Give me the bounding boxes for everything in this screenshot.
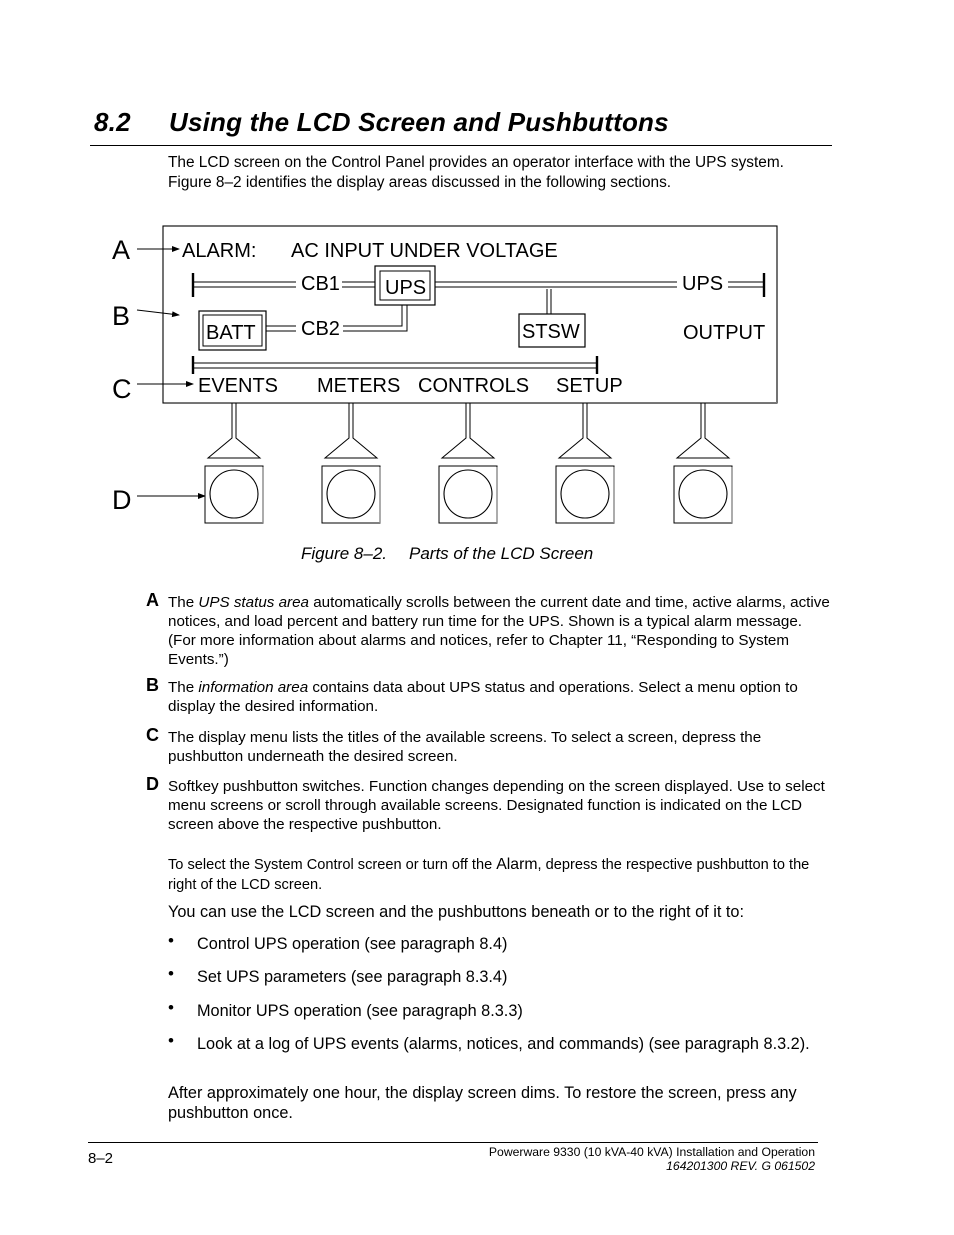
cb1-label: CB1 — [301, 273, 340, 295]
section-number: 8.2 — [94, 107, 131, 137]
list-item: • Set UPS parameters (see paragraph 8.3.4) — [168, 964, 508, 986]
desc-c: The display menu lists the titles of the available screens. To select a screen, depress the pushbutton underneath the desired screen. — [168, 729, 762, 765]
menu-setup: SETUP — [556, 375, 623, 397]
callout-b: B — [112, 301, 131, 331]
callout-a: A — [112, 235, 131, 265]
desc-b: The information area contains data about UPS status and operations. Select a menu option to display the desired information. — [168, 679, 798, 715]
alarm-note: To select the System Control screen or turn off the Alarm, depress the respective pushbutton to the right of the LCD screen. — [168, 856, 810, 893]
menu-events: EVENTS — [198, 375, 279, 397]
batt-label: BATT — [206, 322, 256, 344]
menu-meters: METERS — [317, 375, 401, 397]
closing-paragraph: After approximately one hour, the display screen dims. To restore the screen, press any pushbutton once. — [168, 1084, 797, 1122]
pushbutton-2[interactable] — [322, 403, 380, 523]
ups-output-label: UPS — [682, 273, 724, 295]
desc-a: The UPS status area automatically scrolls between the current date and time, active alarms, active notices, and load percent and battery run time for the UPS. Shown is a typical alarm message. (For more information about alarms and notices, refer to Chapter 11, “Responding to System Events.”) — [168, 594, 830, 668]
output-label: OUTPUT — [683, 322, 766, 344]
usage-list — [168, 931, 818, 1054]
footer-rule — [88, 1142, 818, 1143]
footer-doc-title: Powerware 9330 (10 kVA‑40 kVA) Installation and Operation — [488, 1145, 815, 1159]
pushbutton-4[interactable] — [556, 403, 614, 523]
list-item: • Monitor UPS operation (see paragraph 8.3.3) — [168, 998, 523, 1020]
list-intro: You can use the LCD screen and the pushbuttons beneath or to the right of it to: — [168, 903, 744, 921]
footer-revision: 164201300 REV. G 061502 — [666, 1159, 815, 1173]
desc-d: Softkey pushbutton switches. Function changes depending on the screen displayed. Use to select menu screens or scroll through available screens. Designated function is indicated on the LCD screen above the respective pushbutton. — [168, 778, 825, 833]
lcd-status-text: AC INPUT UNDER VOLTAGE — [291, 240, 558, 262]
desc-letter-b: B — [146, 675, 159, 695]
lcd-figure — [0, 0, 954, 540]
desc-letter-c: C — [146, 725, 159, 745]
figure-caption — [301, 544, 593, 564]
pushbutton-3[interactable] — [439, 403, 497, 523]
pushbutton-1[interactable] — [205, 403, 263, 523]
list-item: • Look at a log of UPS events (alarms, notices, and commands) (see paragraph 8.3.2). — [168, 1031, 810, 1053]
desc-letter-d: D — [146, 774, 159, 794]
menu-controls: CONTROLS — [418, 375, 530, 397]
figure-caption-text: Parts of the LCD Screen — [409, 544, 594, 563]
callout-d: D — [112, 485, 132, 515]
list-item: • Control UPS operation (see paragraph 8.4) — [168, 931, 508, 953]
pushbutton-5[interactable] — [674, 403, 732, 523]
figure-caption-number: Figure 8–2. — [301, 544, 387, 563]
intro-paragraph: The LCD screen on the Control Panel provides an operator interface with the UPS system. Figure 8–2 identifies the display areas discussed in the following sections. — [168, 154, 784, 191]
lcd-status-label: ALARM: — [182, 240, 257, 262]
page-number: 8–2 — [88, 1150, 114, 1167]
section-title: Using the LCD Screen and Pushbuttons — [169, 107, 669, 137]
stsw-label: STSW — [522, 321, 580, 343]
callout-c: C — [112, 374, 132, 404]
desc-letter-a: A — [146, 590, 159, 610]
cb2-label: CB2 — [301, 318, 340, 340]
footer-doc-info — [470, 1145, 815, 1173]
ups-box-label: UPS — [385, 277, 427, 299]
